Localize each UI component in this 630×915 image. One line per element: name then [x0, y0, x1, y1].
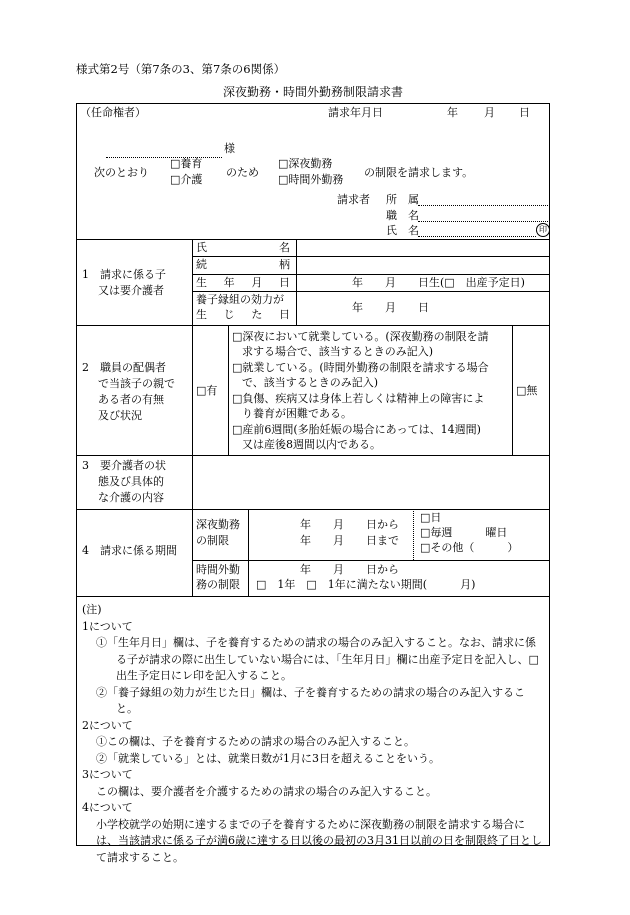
addressee-sama: 様 [224, 142, 235, 155]
form-title: 深夜勤務・時間外勤務制限請求書 [222, 85, 403, 99]
overtime-period-options[interactable]: □ 1年 □ 1年に満たない期間( 月) [256, 578, 476, 591]
request-date-label: 請求年月日 [328, 106, 383, 119]
spouse-yes-checkbox[interactable]: □有 [196, 384, 218, 397]
divider [76, 239, 550, 240]
night-limit-from[interactable]: 年 月 日から [300, 518, 399, 531]
spouse-no-checkbox[interactable]: □無 [516, 384, 538, 397]
nursing-details-field[interactable] [196, 459, 546, 505]
appointer-label: （任命権者） [80, 106, 146, 119]
purpose-suffix: の制限を請求します。 [364, 166, 474, 179]
notes-heading: (注) [82, 603, 102, 616]
affiliation-field[interactable] [418, 196, 550, 206]
note-2-item-b: ②「就業している」とは、就業日数が1月に3日を超えることをいう。 [96, 751, 440, 765]
divider [192, 455, 193, 509]
seal-icon: 印 [536, 223, 550, 237]
section1-label-line2: 又は要介護者 [98, 284, 164, 297]
divider [413, 509, 414, 560]
status-option-1-line2: 求する場合で、該当するときのみ記入) [242, 345, 434, 358]
note-1-item-a: ①「生年月日」欄は、子を養育するための請求の場合のみ記入すること。なお、請求に係る子が請求の際に出生していない場合には、「生年月日」欄に出産予定日を記入し、□出生予定日にレ印を記入すること。 [96, 636, 539, 682]
note-4-heading: 4について [82, 801, 133, 814]
child-name-label: 氏名 [196, 241, 290, 254]
night-option-weekly-checkbox[interactable]: □毎週 曜日 [420, 526, 508, 539]
section2-label-line1: 2 職員の配偶者 [82, 361, 166, 374]
section3-label-line3: な介護の内容 [98, 491, 164, 504]
birthdate-label: 生年月日 [196, 276, 290, 289]
section3-label-line1: 3 要介護者の状 [82, 459, 166, 472]
limit-overtime-checkbox[interactable]: □時間外勤務 [278, 173, 344, 186]
status-option-2-line2: で、該当するときのみ記入) [242, 376, 379, 389]
seal-mark [536, 223, 550, 238]
divider [192, 274, 550, 275]
section2-label-line2: で当該子の親で [98, 377, 175, 390]
relation-label: 続柄 [196, 258, 290, 271]
note-2-heading: 2について [82, 718, 133, 732]
name-label: 氏 名 [386, 224, 419, 237]
affiliation-label: 所 属 [386, 193, 419, 206]
request-date-day[interactable]: 日 [519, 106, 530, 119]
section1-label-line1: 1 請求に係る子 [82, 268, 166, 281]
divider [76, 596, 550, 597]
adoption-value[interactable]: 年 月 日 [352, 301, 429, 314]
limit-night-checkbox[interactable]: □深夜勤務 [278, 157, 333, 170]
divider [296, 239, 297, 325]
notes-section [82, 602, 542, 866]
night-limit-until[interactable]: 年 月 日まで [300, 534, 399, 547]
note-1-item-b: ②「養子縁組の効力が生じた日」欄は、子を養育するための請求の場合のみ記入すること。 [96, 685, 525, 715]
divider [228, 325, 229, 455]
divider [76, 325, 550, 326]
section4-label: 4 請求に係る期間 [82, 544, 177, 557]
birthdate-value[interactable]: 年 月 日生(□ 出産予定日) [352, 276, 525, 289]
position-field[interactable] [418, 212, 550, 222]
status-option-3-line1[interactable]: □負傷、疾病又は身体上若しくは精神上の障害によ [232, 392, 485, 405]
purpose-childcare-checkbox[interactable]: □養育 [170, 157, 203, 170]
divider [192, 560, 550, 561]
divider [76, 509, 550, 510]
overtime-limit-from[interactable]: 年 月 日から [300, 563, 399, 576]
divider [248, 509, 249, 596]
night-option-other-checkbox[interactable]: □その他（ ） [420, 541, 519, 554]
purpose-prefix: 次のとおり [94, 166, 149, 179]
night-option-day-checkbox[interactable]: □日 [420, 511, 442, 524]
night-limit-label-line1: 深夜勤務 [196, 518, 240, 531]
adoption-label-line1: 養子縁組の効力が [196, 293, 284, 306]
divider [192, 239, 193, 325]
note-3-heading: 3について [82, 768, 133, 781]
purpose-tame: のため [226, 166, 259, 179]
section2-label-line4: 及び状況 [98, 409, 142, 422]
divider [76, 455, 550, 456]
position-label: 職 名 [386, 209, 419, 222]
overtime-limit-label-line1: 時間外勤 [196, 563, 240, 576]
night-limit-label-line2: の制限 [196, 534, 229, 547]
status-option-3-line2: り養育が困難である。 [242, 407, 352, 420]
divider [192, 291, 550, 292]
note-4-text: 小学校就学の始期に達するまでの子を養育するために深夜勤務の制限を請求する場合には、当該請求に係る子が満6歳に達する日以後の最初の3月31日以前の日を制限終了日として請求すること。 [96, 817, 542, 864]
note-1-heading: 1について [82, 619, 133, 633]
status-option-2-line1[interactable]: □就業している。(時間外勤務の制限を請求する場合 [232, 361, 489, 374]
section2-label-line3: ある者の有無 [98, 393, 164, 406]
form-number: 様式第2号（第7条の3、第7条の6関係） [76, 62, 286, 76]
requester-label: 請求者 [337, 193, 370, 206]
section3-label-line2: 態及び具体的 [98, 475, 164, 488]
status-option-1-line1[interactable]: □深夜において就業している。(深夜勤務の制限を請 [232, 330, 489, 343]
note-3-text: この欄は、要介護者を介護するための請求の場合のみ記入すること。 [96, 784, 437, 798]
divider [512, 325, 513, 455]
adoption-label-line2: 生じた日 [196, 308, 290, 321]
status-option-4-line1[interactable]: □産前6週間(多胎妊娠の場合にあっては、14週間) [232, 423, 481, 436]
divider [192, 509, 193, 596]
divider [192, 256, 550, 257]
request-date-month[interactable]: 月 [484, 106, 495, 119]
addressee-field[interactable] [106, 149, 222, 158]
overtime-limit-label-line2: 務の制限 [196, 578, 240, 591]
purpose-nursing-checkbox[interactable]: □介護 [170, 173, 203, 186]
request-date-year[interactable]: 年 [447, 106, 458, 119]
name-field[interactable] [418, 227, 536, 237]
note-2-item-a: ①この欄は、子を養育するための請求の場合のみ記入すること。 [96, 735, 415, 748]
divider [192, 325, 193, 455]
status-option-4-line2: 又は産後8週間以内である。 [242, 438, 381, 451]
